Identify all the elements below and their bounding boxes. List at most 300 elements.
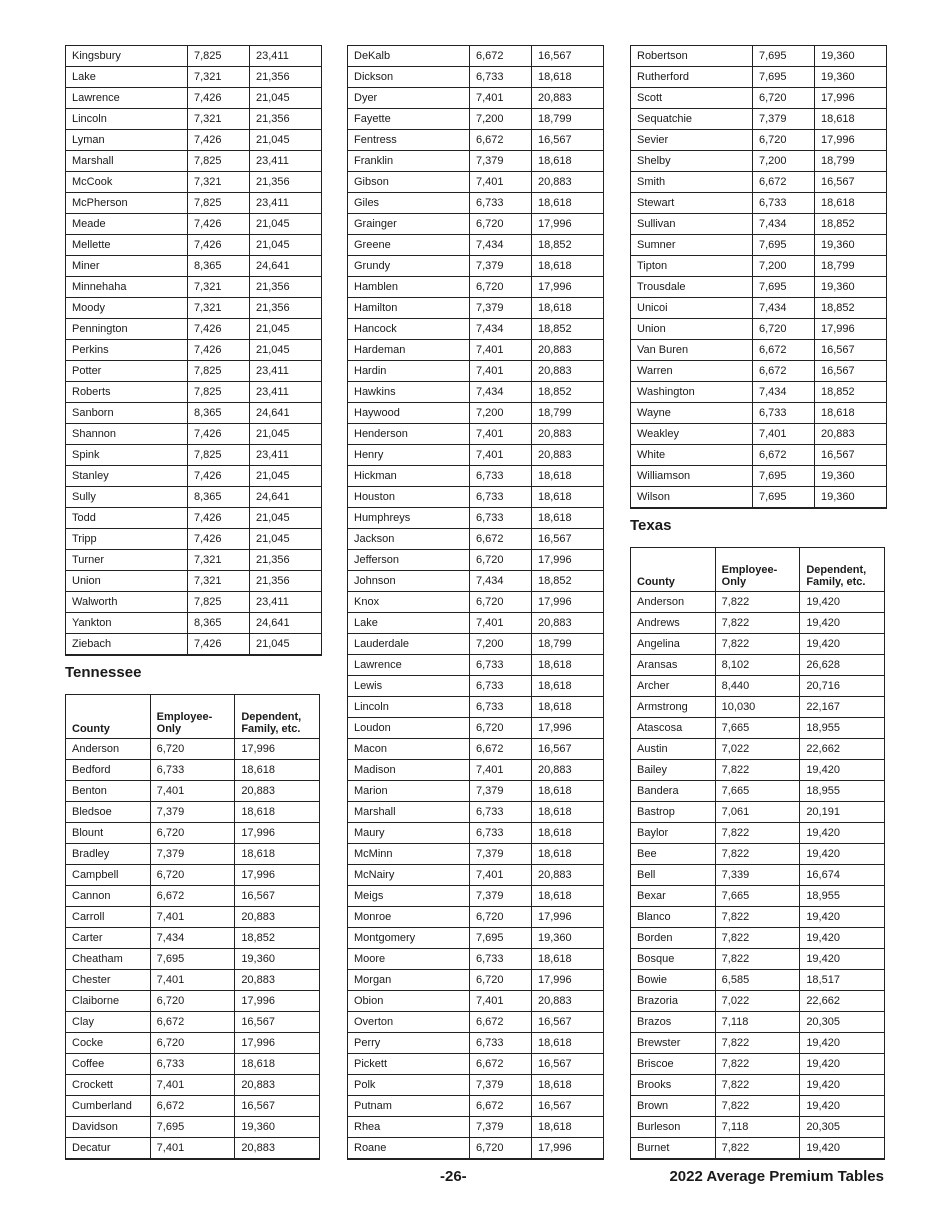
employee-only-cell: 6,720 (470, 550, 532, 571)
employee-only-cell: 7,434 (753, 298, 815, 319)
table-row (66, 970, 320, 991)
dependent-family-cell: 22,662 (800, 991, 885, 1012)
employee-only-cell: 7,401 (470, 424, 532, 445)
employee-only-cell: 7,822 (715, 949, 800, 970)
table-row (66, 613, 322, 634)
employee-only-cell: 7,822 (715, 1033, 800, 1054)
table-row (348, 445, 604, 466)
dependent-family-cell: 20,191 (800, 802, 885, 823)
table-row (66, 109, 322, 130)
dependent-family-cell: 19,420 (800, 634, 885, 655)
table-row (631, 382, 887, 403)
county-name-cell: Marshall (348, 802, 470, 823)
table-row (631, 466, 887, 487)
table-row (348, 487, 604, 508)
employee-only-cell: 6,720 (150, 991, 235, 1012)
dependent-family-cell: 20,883 (532, 340, 604, 361)
employee-only-cell: 6,720 (753, 130, 815, 151)
dependent-family-cell: 21,356 (250, 298, 322, 319)
dependent-family-cell: 21,356 (250, 277, 322, 298)
dependent-family-cell: 18,618 (532, 256, 604, 277)
document-title: 2022 Average Premium Tables (669, 1168, 884, 1185)
column-1 (65, 45, 320, 1160)
dependent-family-cell: 23,411 (250, 361, 322, 382)
county-name-cell: Montgomery (348, 928, 470, 949)
dependent-family-cell: 19,420 (800, 928, 885, 949)
county-name-cell: Monroe (348, 907, 470, 928)
county-name-cell: Macon (348, 739, 470, 760)
dependent-family-cell: 18,618 (235, 802, 320, 823)
dependent-family-cell: 18,618 (532, 67, 604, 88)
employee-only-cell: 7,401 (150, 907, 235, 928)
employee-only-cell: 6,585 (715, 970, 800, 991)
employee-only-cell: 6,733 (470, 487, 532, 508)
county-name-cell: Moody (66, 298, 188, 319)
table-row (631, 634, 885, 655)
table-row (631, 886, 885, 907)
dependent-family-cell: 19,360 (815, 67, 887, 88)
table-row (348, 130, 604, 151)
county-name-cell: Decatur (66, 1138, 151, 1160)
dependent-family-cell: 18,618 (532, 676, 604, 697)
table-row (631, 298, 887, 319)
table-row (66, 1033, 320, 1054)
table-row (348, 109, 604, 130)
county-name-cell: Anderson (631, 592, 716, 613)
county-name-cell: Potter (66, 361, 188, 382)
table-row (66, 256, 322, 277)
county-name-cell: Jefferson (348, 550, 470, 571)
dependent-family-cell: 17,996 (532, 718, 604, 739)
employee-only-cell: 8,365 (188, 403, 250, 424)
employee-only-cell: 7,825 (188, 445, 250, 466)
dependent-family-cell: 17,996 (532, 970, 604, 991)
employee-only-cell: 6,672 (470, 46, 532, 67)
county-name-cell: Mellette (66, 235, 188, 256)
table-row (66, 88, 322, 109)
county-name-cell: Lawrence (66, 88, 188, 109)
table-row (631, 277, 887, 298)
dependent-family-cell: 18,852 (532, 382, 604, 403)
table-row (631, 46, 887, 67)
employee-only-cell: 7,200 (470, 634, 532, 655)
table-row (66, 844, 320, 865)
dependent-family-cell: 16,567 (235, 1096, 320, 1117)
employee-only-cell: 7,401 (753, 424, 815, 445)
table-row (631, 949, 885, 970)
table-row (631, 781, 885, 802)
employee-only-cell: 7,401 (150, 970, 235, 991)
dependent-family-cell: 18,852 (815, 382, 887, 403)
dependent-family-cell: 19,420 (800, 613, 885, 634)
table-row (348, 634, 604, 655)
dependent-family-cell: 21,045 (250, 214, 322, 235)
dependent-family-cell: 23,411 (250, 151, 322, 172)
table-row (348, 235, 604, 256)
county-name-cell: Sanborn (66, 403, 188, 424)
county-name-cell: Cheatham (66, 949, 151, 970)
county-name-cell: Atascosa (631, 718, 716, 739)
table-row (66, 445, 322, 466)
dependent-family-cell: 21,045 (250, 319, 322, 340)
dependent-family-cell: 16,567 (532, 130, 604, 151)
table-row (348, 88, 604, 109)
table-row (631, 403, 887, 424)
table-row (348, 655, 604, 676)
county-name-cell: Lewis (348, 676, 470, 697)
table-row (66, 277, 322, 298)
county-name-cell: Obion (348, 991, 470, 1012)
table-row (631, 151, 887, 172)
dependent-family-cell: 20,883 (532, 613, 604, 634)
county-name-cell: Sullivan (631, 214, 753, 235)
dependent-family-cell: 18,618 (532, 655, 604, 676)
employee-only-cell: 7,426 (188, 88, 250, 109)
county-name-cell: McNairy (348, 865, 470, 886)
employee-only-cell: 7,426 (188, 130, 250, 151)
county-name-cell: Brooks (631, 1075, 716, 1096)
column-3 (630, 45, 885, 1160)
dependent-family-cell: 18,955 (800, 781, 885, 802)
dependent-family-cell: 20,883 (532, 991, 604, 1012)
employee-only-cell: 7,426 (188, 424, 250, 445)
dependent-family-cell: 20,883 (532, 172, 604, 193)
employee-only-cell: 6,733 (470, 67, 532, 88)
table-row (348, 424, 604, 445)
county-name-cell: Fentress (348, 130, 470, 151)
table-row (348, 781, 604, 802)
employee-only-cell: 6,672 (470, 130, 532, 151)
employee-only-cell: 7,401 (470, 340, 532, 361)
table-row (348, 739, 604, 760)
tennessee-table-part-1 (65, 694, 320, 1160)
south-dakota-table (65, 45, 322, 656)
table-row (348, 844, 604, 865)
county-name-cell: Sully (66, 487, 188, 508)
dependent-family-cell: 21,045 (250, 529, 322, 550)
dependent-family-cell: 18,618 (532, 508, 604, 529)
employee-only-cell: 7,426 (188, 214, 250, 235)
dependent-family-cell: 20,305 (800, 1117, 885, 1138)
table-row (631, 256, 887, 277)
table-row (66, 424, 322, 445)
employee-only-cell: 7,426 (188, 529, 250, 550)
employee-only-cell: 6,720 (753, 88, 815, 109)
dependent-family-cell: 18,618 (532, 949, 604, 970)
employee-only-cell: 7,321 (188, 550, 250, 571)
employee-only-cell: 6,720 (470, 1138, 532, 1160)
employee-only-cell: 7,434 (470, 235, 532, 256)
table-row (348, 571, 604, 592)
state-heading-tennessee: Tennessee (65, 664, 142, 681)
county-name-cell: Lincoln (348, 697, 470, 718)
dependent-family-cell: 21,045 (250, 235, 322, 256)
table-row (66, 403, 322, 424)
county-name-cell: Morgan (348, 970, 470, 991)
county-name-cell: Lincoln (66, 109, 188, 130)
employee-only-cell: 7,200 (753, 256, 815, 277)
table-row (66, 886, 320, 907)
county-name-cell: Bosque (631, 949, 716, 970)
county-name-cell: McPherson (66, 193, 188, 214)
county-name-cell: Todd (66, 508, 188, 529)
employee-only-cell: 7,426 (188, 319, 250, 340)
dependent-family-cell: 21,045 (250, 88, 322, 109)
county-name-cell: Stewart (631, 193, 753, 214)
dependent-family-cell: 17,996 (815, 319, 887, 340)
county-name-cell: Baylor (631, 823, 716, 844)
dependent-family-cell: 16,567 (532, 1054, 604, 1075)
table-row (631, 1075, 885, 1096)
dependent-family-cell: 18,618 (532, 844, 604, 865)
dependent-family-cell: 19,420 (800, 907, 885, 928)
dependent-family-cell: 16,567 (532, 529, 604, 550)
header-dependent-family: Dependent, Family, etc. (800, 548, 885, 592)
county-name-cell: Campbell (66, 865, 151, 886)
county-name-cell: Humphreys (348, 508, 470, 529)
dependent-family-cell: 17,996 (532, 592, 604, 613)
county-name-cell: McMinn (348, 844, 470, 865)
table-row (66, 130, 322, 151)
dependent-family-cell: 20,883 (532, 88, 604, 109)
dependent-family-cell: 18,618 (815, 193, 887, 214)
dependent-family-cell: 17,996 (815, 88, 887, 109)
table-row (66, 1096, 320, 1117)
county-name-cell: Hancock (348, 319, 470, 340)
employee-only-cell: 7,321 (188, 172, 250, 193)
dependent-family-cell: 17,996 (532, 277, 604, 298)
table-row (66, 235, 322, 256)
table-row (631, 1012, 885, 1033)
county-name-cell: Smith (631, 172, 753, 193)
county-name-cell: Carter (66, 928, 151, 949)
table-row (631, 340, 887, 361)
table-row (631, 928, 885, 949)
dependent-family-cell: 19,420 (800, 1096, 885, 1117)
county-name-cell: Clay (66, 1012, 151, 1033)
employee-only-cell: 7,434 (150, 928, 235, 949)
header-county: County (631, 548, 716, 592)
employee-only-cell: 7,401 (470, 865, 532, 886)
employee-only-cell: 7,825 (188, 382, 250, 403)
employee-only-cell: 7,822 (715, 1054, 800, 1075)
county-name-cell: Burnet (631, 1138, 716, 1160)
employee-only-cell: 7,401 (470, 361, 532, 382)
dependent-family-cell: 17,996 (532, 214, 604, 235)
employee-only-cell: 6,672 (753, 172, 815, 193)
dependent-family-cell: 18,618 (532, 298, 604, 319)
table-row (66, 1054, 320, 1075)
employee-only-cell: 7,118 (715, 1012, 800, 1033)
employee-only-cell: 6,733 (753, 193, 815, 214)
county-name-cell: Roane (348, 1138, 470, 1160)
dependent-family-cell: 17,996 (815, 130, 887, 151)
employee-only-cell: 7,401 (150, 781, 235, 802)
table-row (348, 1117, 604, 1138)
table-row (66, 487, 322, 508)
dependent-family-cell: 16,567 (532, 1096, 604, 1117)
employee-only-cell: 6,720 (470, 907, 532, 928)
dependent-family-cell: 19,360 (235, 949, 320, 970)
employee-only-cell: 7,822 (715, 1138, 800, 1160)
employee-only-cell: 7,321 (188, 277, 250, 298)
employee-only-cell: 7,822 (715, 760, 800, 781)
employee-only-cell: 6,720 (470, 970, 532, 991)
employee-only-cell: 7,695 (753, 67, 815, 88)
table-row (631, 88, 887, 109)
dependent-family-cell: 20,305 (800, 1012, 885, 1033)
table-row (348, 1075, 604, 1096)
dependent-family-cell: 19,360 (815, 235, 887, 256)
employee-only-cell: 6,672 (150, 1096, 235, 1117)
dependent-family-cell: 21,045 (250, 508, 322, 529)
table-row (348, 907, 604, 928)
county-name-cell: Bedford (66, 760, 151, 781)
table-row (348, 508, 604, 529)
county-name-cell: Putnam (348, 1096, 470, 1117)
county-name-cell: Lawrence (348, 655, 470, 676)
county-name-cell: Marshall (66, 151, 188, 172)
employee-only-cell: 7,379 (470, 886, 532, 907)
employee-only-cell: 7,379 (150, 844, 235, 865)
table-row (631, 67, 887, 88)
dependent-family-cell: 20,883 (235, 970, 320, 991)
dependent-family-cell: 23,411 (250, 46, 322, 67)
table-row (348, 550, 604, 571)
employee-only-cell: 7,426 (188, 508, 250, 529)
county-name-cell: Pickett (348, 1054, 470, 1075)
table-row (66, 991, 320, 1012)
county-name-cell: Lauderdale (348, 634, 470, 655)
table-row (348, 172, 604, 193)
dependent-family-cell: 19,420 (800, 1075, 885, 1096)
dependent-family-cell: 23,411 (250, 592, 322, 613)
dependent-family-cell: 20,883 (815, 424, 887, 445)
dependent-family-cell: 21,045 (250, 466, 322, 487)
dependent-family-cell: 23,411 (250, 445, 322, 466)
table-row (348, 760, 604, 781)
table-row (348, 67, 604, 88)
table-row (348, 403, 604, 424)
dependent-family-cell: 18,618 (532, 1117, 604, 1138)
employee-only-cell: 7,401 (470, 88, 532, 109)
dependent-family-cell: 18,955 (800, 718, 885, 739)
table-row (631, 1117, 885, 1138)
employee-only-cell: 7,379 (470, 298, 532, 319)
employee-only-cell: 6,733 (470, 508, 532, 529)
table-row (348, 340, 604, 361)
table-row (348, 970, 604, 991)
county-name-cell: Robertson (631, 46, 753, 67)
county-name-cell: Wilson (631, 487, 753, 509)
table-row (66, 319, 322, 340)
county-name-cell: Hardeman (348, 340, 470, 361)
employee-only-cell: 6,733 (470, 802, 532, 823)
table-row (631, 718, 885, 739)
dependent-family-cell: 20,883 (532, 424, 604, 445)
employee-only-cell: 6,733 (470, 655, 532, 676)
dependent-family-cell: 16,567 (235, 1012, 320, 1033)
county-name-cell: Brown (631, 1096, 716, 1117)
table-row (66, 46, 322, 67)
table-row (66, 949, 320, 970)
dependent-family-cell: 20,883 (532, 760, 604, 781)
employee-only-cell: 6,672 (150, 886, 235, 907)
employee-only-cell: 6,720 (150, 739, 235, 760)
table-row (348, 1138, 604, 1160)
employee-only-cell: 7,379 (470, 151, 532, 172)
county-name-cell: Bailey (631, 760, 716, 781)
employee-only-cell: 8,365 (188, 613, 250, 634)
county-name-cell: Aransas (631, 655, 716, 676)
dependent-family-cell: 20,883 (532, 865, 604, 886)
employee-only-cell: 6,720 (150, 865, 235, 886)
employee-only-cell: 7,401 (470, 760, 532, 781)
county-name-cell: Marion (348, 781, 470, 802)
state-heading-texas: Texas (630, 517, 672, 534)
dependent-family-cell: 17,996 (532, 550, 604, 571)
dependent-family-cell: 23,411 (250, 382, 322, 403)
employee-only-cell: 8,365 (188, 256, 250, 277)
table-row (348, 676, 604, 697)
table-row (348, 718, 604, 739)
county-name-cell: Henry (348, 445, 470, 466)
dependent-family-cell: 18,799 (532, 109, 604, 130)
dependent-family-cell: 19,360 (532, 928, 604, 949)
table-row (348, 802, 604, 823)
county-name-cell: Weakley (631, 424, 753, 445)
employee-only-cell: 6,733 (470, 949, 532, 970)
employee-only-cell: 7,379 (470, 781, 532, 802)
table-row (66, 739, 320, 760)
dependent-family-cell: 16,567 (532, 1012, 604, 1033)
employee-only-cell: 7,825 (188, 151, 250, 172)
employee-only-cell: 7,822 (715, 1096, 800, 1117)
table-row (631, 697, 885, 718)
dependent-family-cell: 17,996 (235, 739, 320, 760)
county-name-cell: Brewster (631, 1033, 716, 1054)
county-name-cell: DeKalb (348, 46, 470, 67)
county-name-cell: Roberts (66, 382, 188, 403)
county-name-cell: Haywood (348, 403, 470, 424)
employee-only-cell: 7,695 (150, 949, 235, 970)
table-row (631, 172, 887, 193)
employee-only-cell: 7,200 (470, 109, 532, 130)
table-row (348, 1012, 604, 1033)
county-name-cell: Trousdale (631, 277, 753, 298)
dependent-family-cell: 16,567 (815, 340, 887, 361)
county-name-cell: Coffee (66, 1054, 151, 1075)
dependent-family-cell: 18,618 (235, 760, 320, 781)
county-name-cell: Lake (348, 613, 470, 634)
employee-only-cell: 7,426 (188, 634, 250, 656)
dependent-family-cell: 18,618 (235, 844, 320, 865)
table-row (66, 214, 322, 235)
employee-only-cell: 7,401 (470, 613, 532, 634)
dependent-family-cell: 20,883 (532, 445, 604, 466)
dependent-family-cell: 24,641 (250, 613, 322, 634)
county-name-cell: Carroll (66, 907, 151, 928)
employee-only-cell: 6,720 (150, 823, 235, 844)
dependent-family-cell: 20,883 (235, 1138, 320, 1160)
table-row (348, 319, 604, 340)
table-row (348, 949, 604, 970)
texas-table (630, 547, 885, 1160)
county-name-cell: Yankton (66, 613, 188, 634)
county-name-cell: Grainger (348, 214, 470, 235)
table-row (631, 109, 887, 130)
dependent-family-cell: 19,420 (800, 760, 885, 781)
